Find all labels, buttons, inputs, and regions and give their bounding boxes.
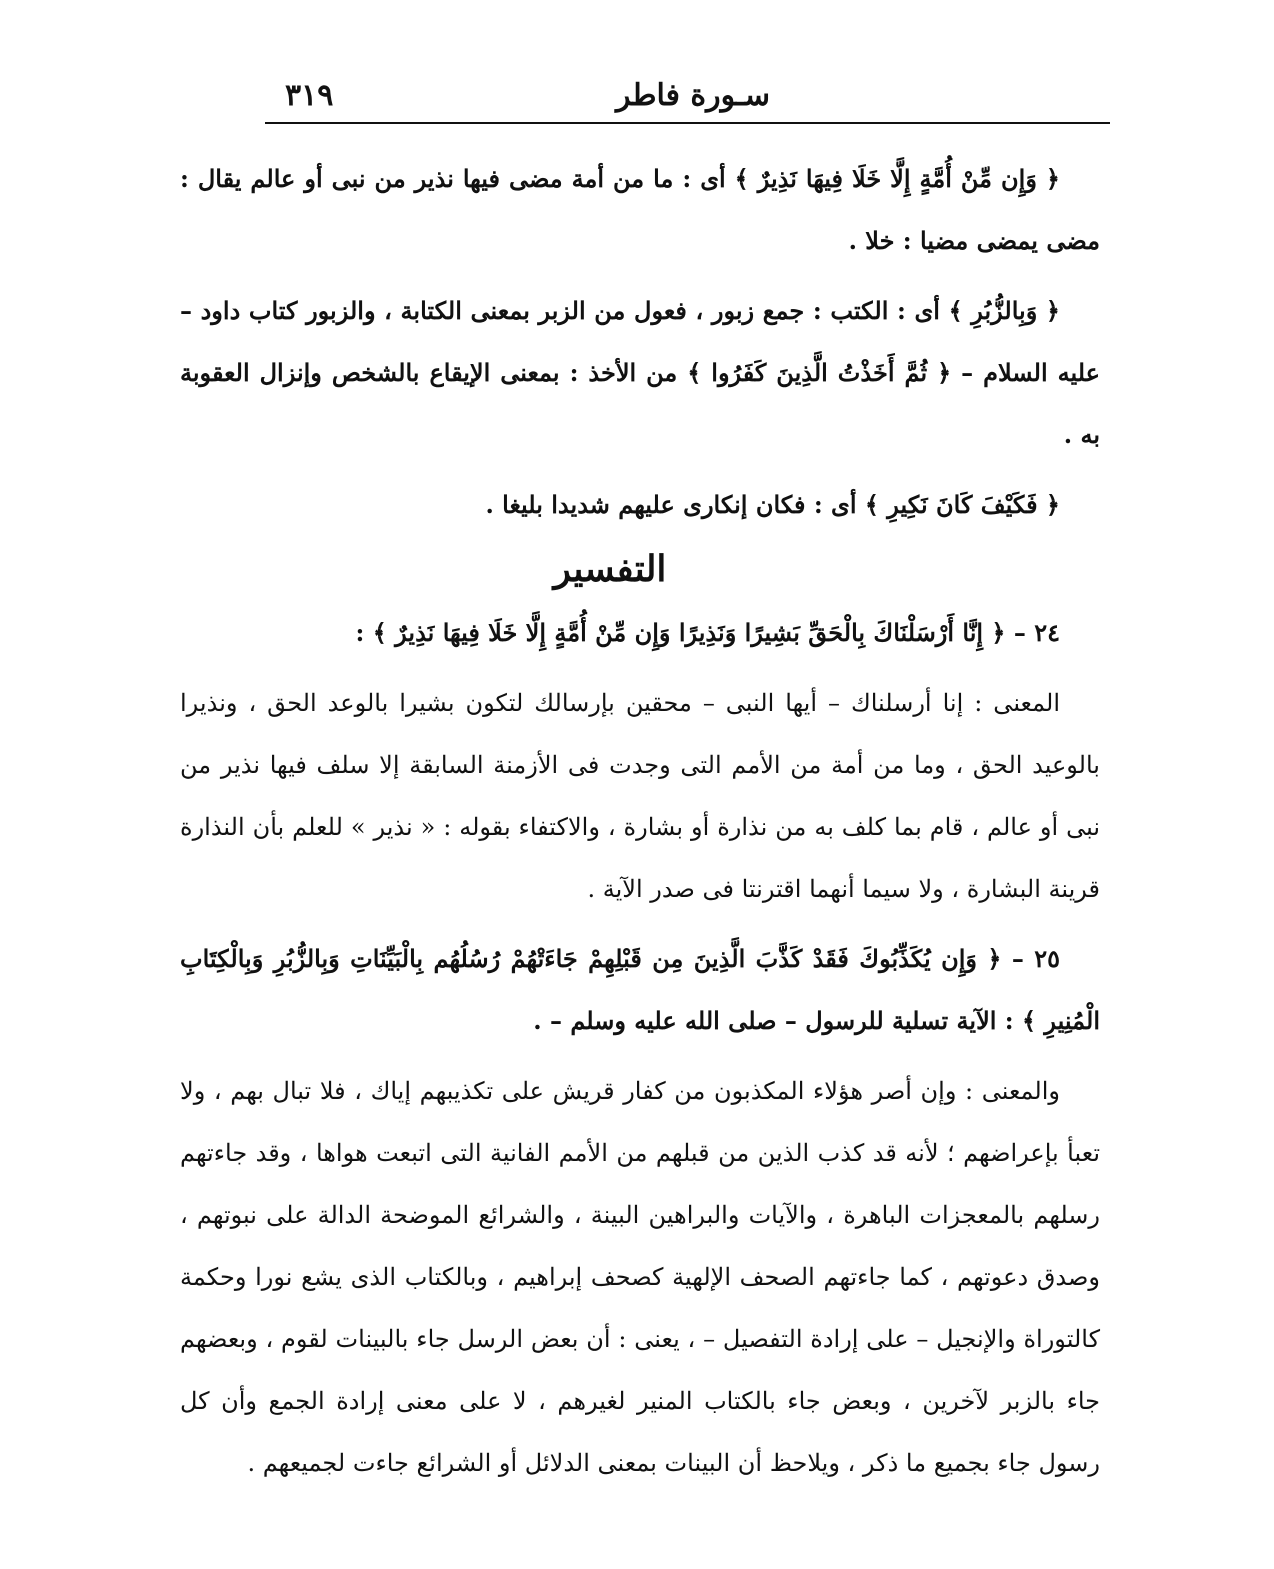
vocab-paragraph-1: ﴿ وَإِن مِّنْ أُمَّةٍ إِلَّا خَلَا فِيهَا نَذِيرٌ ﴾ أى : ما من أمة مضى فيها نذير من نبى أو عالم يقال : مضى يمضى مضيا : خلا .: [180, 164, 1100, 255]
section-heading: التفسير: [553, 548, 667, 590]
surah-title: سـورة فاطر: [616, 78, 770, 113]
page-number: ٣١٩: [285, 78, 334, 113]
verse-24: ٢٤ – ﴿ إِنَّا أَرْسَلْنَاكَ بِالْحَقِّ بَشِيرًا وَنَذِيرًا وَإِن مِّنْ أُمَّةٍ إِلَّا خَلَا فِيهَا نَذِيرٌ ﴾ :: [355, 618, 1060, 647]
spacer: [180, 920, 1100, 928]
page-body: [180, 148, 1100, 1494]
spacer: [180, 664, 1100, 672]
spacer: [180, 1052, 1100, 1060]
commentary-25: والمعنى : وإن أصر هؤلاء المكذبون من كفار قريش على تكذيبهم إياك ، فلا تبال بهم ، ولا تعبأ بإعراضهم ؛ لأنه قد كذب الذين من قبلهم من الأمم الفانية التى اتبعت هواها ، وقد جاءتهم رسلهم بالمعجزات الباهرة ، والآيات والبراهين البينة ، والشرائع الموضحة الدالة على نبوتهم ، وصدق دعوتهم ، كما جاءتهم الصحف الإلهية كصحف إبراهيم ، وبالكتاب الذى يشع نورا وحكمة كالتوراة والإنجيل – على إرادة التفصيل – ، يعنى : أن بعض الرسل جاء بالبينات لقوم ، وبعضهم جاء بالزبر لآخرين ، وبعض جاء بالكتاب المنير لغيرهم ، لا على معنى إرادة الجمع وأن كل رسول جاء بجميع ما ذكر ، ويلاحظ أن البينات بمعنى الدلائل أو الشرائع جاءت لجميعهم .: [180, 1077, 1100, 1477]
vocab-paragraph-3: ﴿ فَكَيْفَ كَانَ نَكِيرِ ﴾ أى : فكان إنكارى عليهم شديدا بليغا .: [485, 490, 1060, 519]
vocab-paragraph-2: ﴿ وَبِالزُّبُرِ ﴾ أى : الكتب : جمع زبور ، فعول من الزبر بمعنى الكتابة ، والزبور كتاب داود – عليه السلام – ﴿ ثُمَّ أَخَذْتُ الَّذِينَ كَفَرُوا ﴾ من الأخذ : بمعنى الإيقاع بالشخص وإنزال العقوبة به .: [180, 296, 1100, 449]
commentary-24: المعنى : إنا أرسلناك – أيها النبى – محقين بإرسالك لتكون بشيرا بالوعد الحق ، ونذيرا بالوعيد الحق ، وما من أمة من الأمم التى وجدت فى الأزمنة السابقة إلا سلف فيها نذير من نبى أو عالم ، قام بما كلف به من نذارة أو بشارة ، والاكتفاء بقوله : « نذير » للعلم بأن النذارة قرينة البشارة ، ولا سيما أنهما اقترنتا فى صدر الآية .: [180, 689, 1100, 903]
spacer: [180, 466, 1100, 474]
page-header: [265, 70, 1100, 120]
verse-25: ٢٥ – ﴿ وَإِن يُكَذِّبُوكَ فَقَدْ كَذَّبَ الَّذِينَ مِن قَبْلِهِمْ جَاءَتْهُمْ رُسُلُهُم بِالْبَيِّنَاتِ وَبِالزُّبُرِ وَبِالْكِتَابِ الْمُنِيرِ ﴾ : الآية تسلية للرسول – صلى الله عليه وسلم – .: [180, 944, 1100, 1035]
spacer: [180, 272, 1100, 280]
header-rule: [265, 122, 1110, 124]
